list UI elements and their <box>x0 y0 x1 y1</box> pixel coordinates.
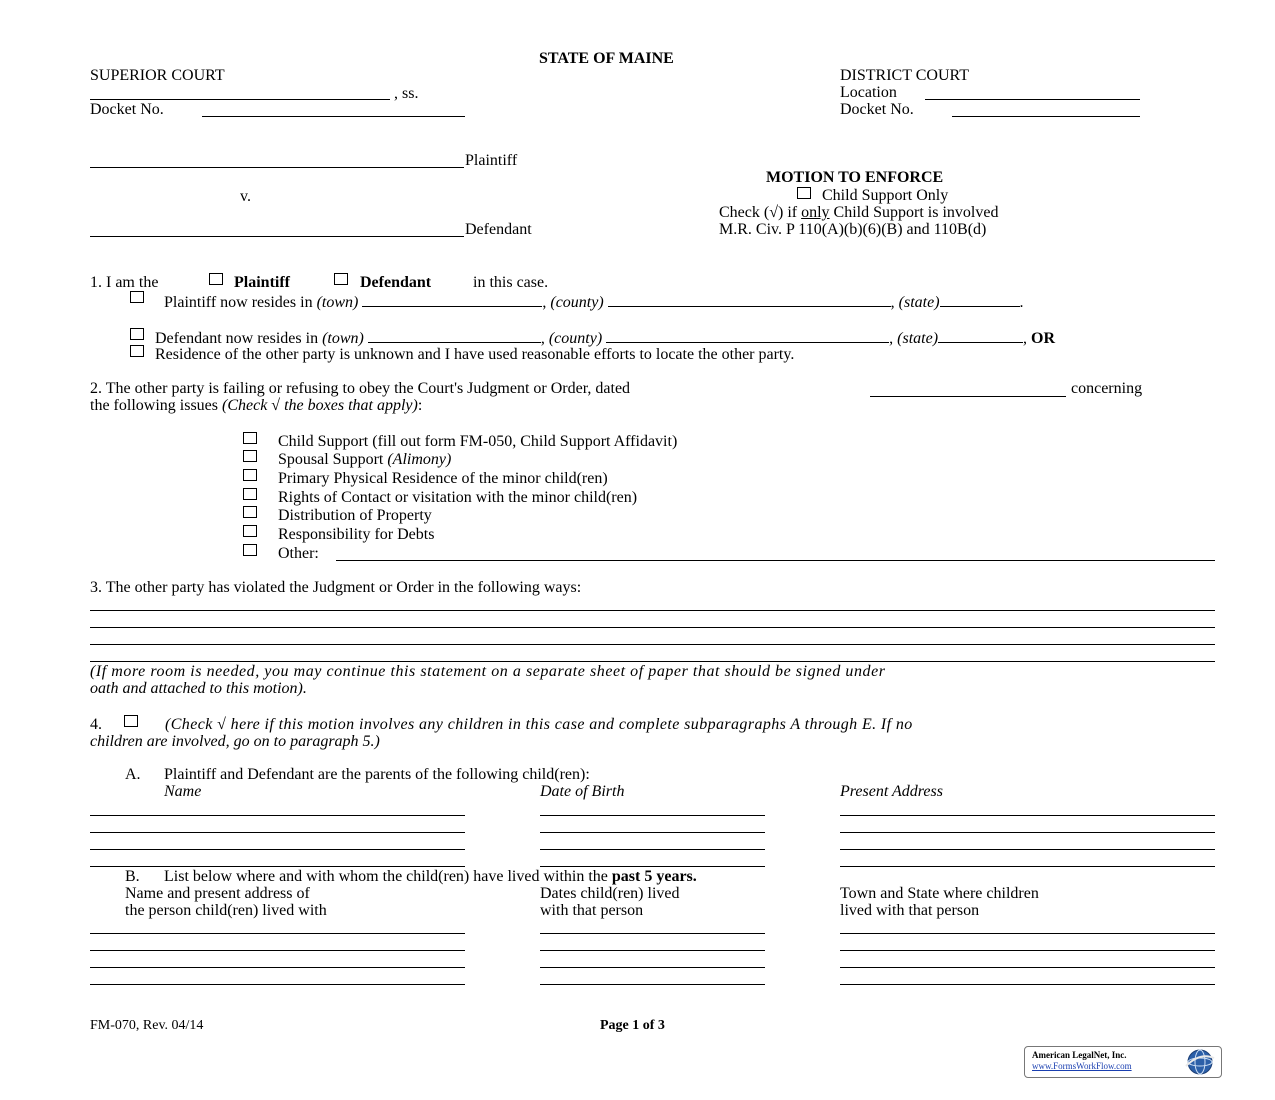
child-dob-line-3[interactable] <box>540 849 765 850</box>
child-address-line-3[interactable] <box>840 849 1215 850</box>
child-name-line-2[interactable] <box>90 832 465 833</box>
child-address-line-1[interactable] <box>840 815 1215 816</box>
section4-number: 4. <box>90 716 102 733</box>
issue-property-label: Distribution of Property <box>278 507 432 524</box>
section4-line-1: (Check √ here if this motion involves any children in this case and complete subparagraphs A through E. If no <box>165 716 913 733</box>
county-blank[interactable] <box>90 99 390 100</box>
plaintiff-role-label: Plaintiff <box>234 274 290 291</box>
subpara-b-text: List below where and with whom the child(ren) have lived within the past 5 years. <box>164 868 697 885</box>
subpara-a-label: A. <box>125 766 141 783</box>
defendant-resides-checkbox[interactable] <box>130 328 144 340</box>
lived-town-line-2[interactable] <box>840 950 1215 951</box>
motion-title: MOTION TO ENFORCE <box>766 169 944 186</box>
ss-label: , ss. <box>394 85 419 102</box>
section2-line2: the following issues (Check √ the boxes that apply): <box>90 397 423 414</box>
location-label: Location <box>840 84 897 101</box>
issue-property-checkbox[interactable] <box>243 506 257 518</box>
child-support-only-label: Child Support Only <box>822 187 949 204</box>
lived-town-line-1[interactable] <box>840 933 1215 934</box>
lived-dates-line-4[interactable] <box>540 984 765 985</box>
plaintiff-label: Plaintiff <box>465 152 518 169</box>
section3-note-2: oath and attached to this motion). <box>90 680 307 697</box>
child-address-line-4[interactable] <box>840 866 1215 867</box>
state-title: STATE OF MAINE <box>539 50 674 67</box>
subpara-a-text: Plaintiff and Defendant are the parents of the following child(ren): <box>164 766 590 783</box>
defendant-label: Defendant <box>465 221 532 238</box>
section2-line1a: 2. The other party is failing or refusing to obey the Court's Judgment or Order, dated <box>90 380 631 397</box>
lived-dates-line-1[interactable] <box>540 933 765 934</box>
order-date-blank[interactable] <box>870 396 1066 397</box>
logo-url[interactable]: www.FormsWorkFlow.com <box>1032 1061 1132 1071</box>
defendant-name-blank[interactable] <box>90 236 464 237</box>
defendant-role-checkbox[interactable] <box>334 273 348 285</box>
lived-town-line-3[interactable] <box>840 967 1215 968</box>
section3-line: 3. The other party has violated the Judgment or Order in the following ways: <box>90 579 582 596</box>
issue-other-blank[interactable] <box>336 560 1215 561</box>
plaintiff-resides-checkbox[interactable] <box>130 291 144 303</box>
logo-name: American LegalNet, Inc. <box>1032 1050 1127 1060</box>
issue-spousal-support-label: Spousal Support (Alimony) <box>278 451 452 468</box>
issue-residence-checkbox[interactable] <box>243 469 257 481</box>
child-address-line-2[interactable] <box>840 832 1215 833</box>
issue-contact-checkbox[interactable] <box>243 488 257 500</box>
lived-with-line-4[interactable] <box>90 984 465 985</box>
docket-right-label: Docket No. <box>840 101 914 118</box>
section1-intro: 1. I am the <box>90 274 159 291</box>
child-name-line-3[interactable] <box>90 849 465 850</box>
child-dob-line-2[interactable] <box>540 832 765 833</box>
globe-icon <box>1183 1048 1217 1076</box>
violation-line-4[interactable] <box>90 661 1215 662</box>
child-dob-line-1[interactable] <box>540 815 765 816</box>
residence-unknown-checkbox[interactable] <box>130 345 144 357</box>
superior-court-label: SUPERIOR COURT <box>90 67 225 84</box>
lived-with-line-2[interactable] <box>90 950 465 951</box>
violation-line-2[interactable] <box>90 627 1215 628</box>
issue-residence-label: Primary Physical Residence of the minor child(ren) <box>278 470 608 487</box>
issue-child-support-label: Child Support (fill out form FM-050, Child Support Affidavit) <box>278 433 678 450</box>
issue-other-checkbox[interactable] <box>243 544 257 556</box>
lived-dates-line-3[interactable] <box>540 967 765 968</box>
lived-dates-line-2[interactable] <box>540 950 765 951</box>
violation-line-3[interactable] <box>90 644 1215 645</box>
b-col3-header-a: Town and State where children <box>840 885 1039 902</box>
issue-contact-label: Rights of Contact or visitation with the minor child(ren) <box>278 489 638 506</box>
versus-label: v. <box>240 188 251 205</box>
rule-citation: M.R. Civ. P 110(A)(b)(6)(B) and 110B(d) <box>719 221 987 238</box>
child-support-only-checkbox[interactable] <box>797 187 811 199</box>
plaintiff-resides-line: Plaintiff now resides in (town) , (county) , (state) . <box>164 294 1024 311</box>
col-address-header: Present Address <box>840 783 943 800</box>
docket-left-blank[interactable] <box>202 116 465 117</box>
plaintiff-name-blank[interactable] <box>90 167 464 168</box>
b-col2-header-a: Dates child(ren) lived <box>540 885 680 902</box>
page-number: Page 1 of 3 <box>600 1018 665 1033</box>
docket-left-label: Docket No. <box>90 101 164 118</box>
col-name-header: Name <box>164 783 202 800</box>
issue-debts-label: Responsibility for Debts <box>278 526 435 543</box>
form-id: FM-070, Rev. 04/14 <box>90 1018 204 1033</box>
defendant-resides-line: Defendant now resides in (town) , (county) , (state) , OR <box>155 330 1056 347</box>
docket-right-blank[interactable] <box>952 116 1140 117</box>
violation-line-1[interactable] <box>90 610 1215 611</box>
residence-unknown-label: Residence of the other party is unknown and I have used reasonable efforts to locate the other party. <box>155 346 795 363</box>
plaintiff-role-checkbox[interactable] <box>209 273 223 285</box>
defendant-role-label: Defendant <box>360 274 432 291</box>
issue-child-support-checkbox[interactable] <box>243 432 257 444</box>
lived-with-line-1[interactable] <box>90 933 465 934</box>
col-dob-header: Date of Birth <box>540 783 625 800</box>
issue-other-label: Other: <box>278 545 319 562</box>
children-involved-checkbox[interactable] <box>124 715 138 727</box>
issue-debts-checkbox[interactable] <box>243 525 257 537</box>
b-col1-header-a: Name and present address of <box>125 885 310 902</box>
lived-town-line-4[interactable] <box>840 984 1215 985</box>
check-only-instruction: Check (√) if only Child Support is involved <box>719 204 999 221</box>
child-dob-line-4[interactable] <box>540 866 765 867</box>
subpara-b-label: B. <box>125 868 140 885</box>
section4-line-2: children are involved, go on to paragraph 5.) <box>90 733 380 750</box>
in-case-label: in this case. <box>473 274 549 291</box>
child-name-line-4[interactable] <box>90 866 465 867</box>
lived-with-line-3[interactable] <box>90 967 465 968</box>
location-blank[interactable] <box>925 99 1140 100</box>
b-col2-header-b: with that person <box>540 902 644 919</box>
american-legalnet-logo[interactable] <box>1024 1046 1222 1078</box>
child-name-line-1[interactable] <box>90 815 465 816</box>
issue-spousal-support-checkbox[interactable] <box>243 450 257 462</box>
district-court-label: DISTRICT COURT <box>840 67 969 84</box>
section2-line1b: concerning <box>1071 380 1143 397</box>
section3-note-1: (If more room is needed, you may continue this statement on a separate sheet of paper that should be signed under <box>90 663 886 680</box>
b-col1-header-b: the person child(ren) lived with <box>125 902 327 919</box>
b-col3-header-b: lived with that person <box>840 902 980 919</box>
